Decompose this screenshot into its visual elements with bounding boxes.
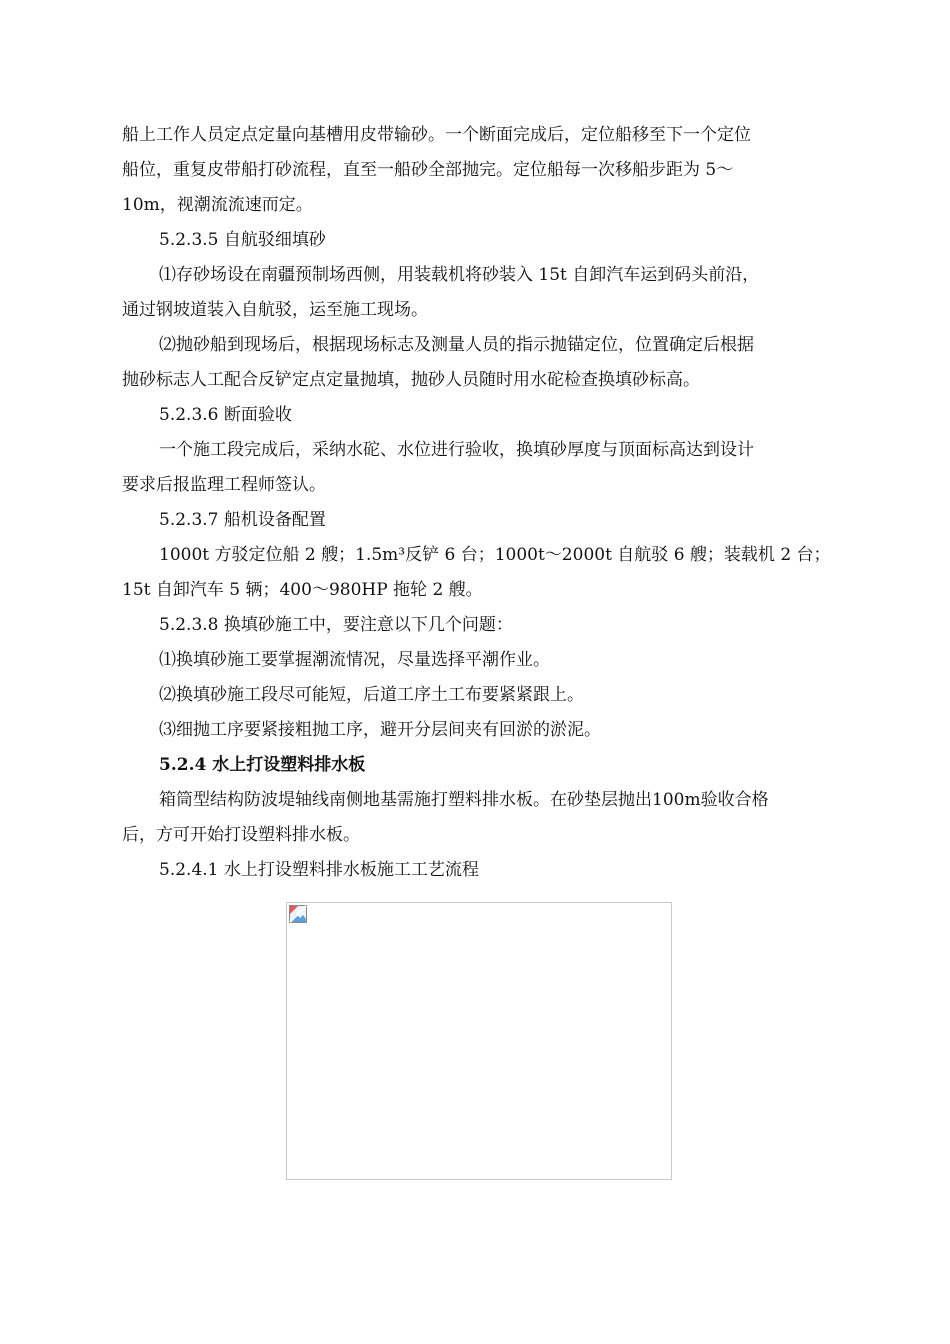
section-heading: 5.2.3.8 换填砂施工中，要注意以下几个问题： <box>159 615 513 635</box>
broken-image-icon <box>289 905 307 923</box>
section-heading: 5.2.4.1 水上打设塑料排水板施工工艺流程 <box>159 860 479 880</box>
paragraph-line: 箱筒型结构防波堤轴线南侧地基需施打塑料排水板。在砂垫层抛出100m验收合格 <box>159 790 769 810</box>
paragraph-line: 一个施工段完成后，采纳水砣、水位进行验收，换填砂厚度与顶面标高达到设计 <box>159 440 754 460</box>
paragraph-line: ⑵抛砂船到现场后，根据现场标志及测量人员的指示抛锚定位，位置确定后根据 <box>159 335 754 355</box>
list-item: ⑵换填砂施工段尽可能短，后道工序土工布要紧紧跟上。 <box>159 685 584 705</box>
paragraph-line: 抛砂标志人工配合反铲定点定量抛填，抛砂人员随时用水砣检查换填砂标高。 <box>122 370 700 390</box>
paragraph-line: 10m，视潮流流速而定。 <box>122 195 313 215</box>
section-heading: 5.2.3.7 船机设备配置 <box>159 510 326 530</box>
section-heading: 5.2.3.5 自航驳细填砂 <box>159 230 326 250</box>
paragraph-line: 要求后报监理工程师签认。 <box>122 475 326 495</box>
paragraph-line: 后，方可开始打设塑料排水板。 <box>122 825 360 845</box>
paragraph-line: ⑴存砂场设在南疆预制场西侧，用装载机将砂装入 15t 自卸汽车运到码头前沿， <box>159 265 760 285</box>
document-body <box>122 118 842 888</box>
list-item: ⑶细抛工序要紧接粗抛工序，避开分层间夹有回淤的淤泥。 <box>159 720 601 740</box>
paragraph-line: 通过钢坡道装入自航驳，运至施工现场。 <box>122 300 428 320</box>
paragraph-line: 船位，重复皮带船打砂流程，直至一船砂全部抛完。定位船每一次移船步距为 5～ <box>122 160 734 180</box>
paragraph-line: 1000t 方驳定位船 2 艘；1.5m³反铲 6 台；1000t～2000t 自航驳 6 艘；装载机 2 台； <box>159 545 831 565</box>
section-heading: 5.2.3.6 断面验收 <box>159 405 292 425</box>
paragraph-line: 船上工作人员定点定量向基槽用皮带输砂。一个断面完成后，定位船移至下一个定位 <box>122 125 751 145</box>
list-item: ⑴换填砂施工要掌握潮流情况，尽量选择平潮作业。 <box>159 650 550 670</box>
paragraph-line: 15t 自卸汽车 5 辆；400～980HP 拖轮 2 艘。 <box>122 580 483 600</box>
section-heading-bold: 5.2.4 水上打设塑料排水板 <box>159 755 366 775</box>
figure-placeholder <box>286 902 672 1180</box>
